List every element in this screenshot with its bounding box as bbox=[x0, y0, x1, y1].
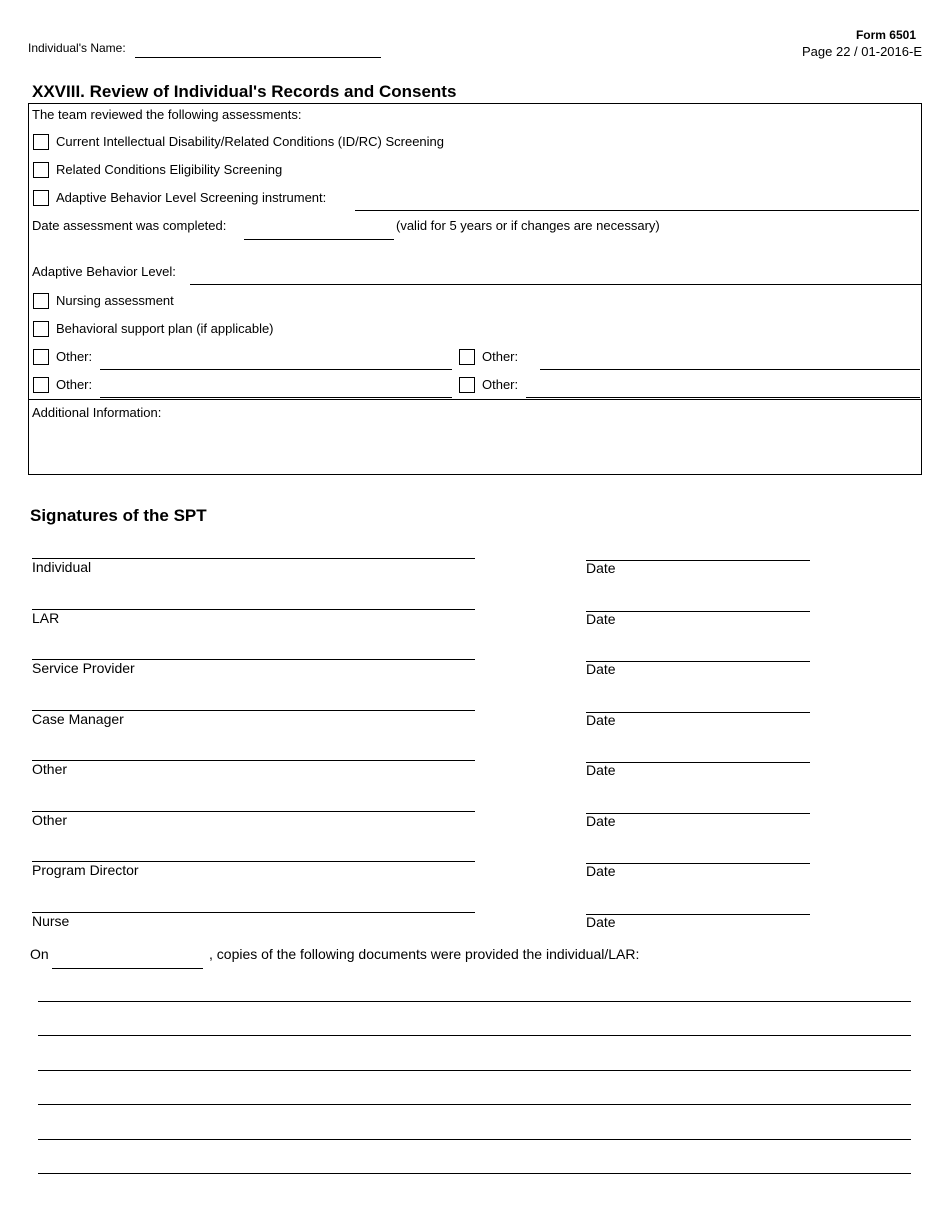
idrc-label: Current Intellectual Disability/Related Conditions (ID/RC) Screening bbox=[56, 134, 445, 149]
document-line-3[interactable] bbox=[38, 1052, 911, 1071]
adaptive-instrument-label: Adaptive Behavior Level Screening instrument: bbox=[56, 190, 327, 205]
other-1-label: Other: bbox=[56, 349, 93, 364]
other-4-label: Other: bbox=[482, 377, 519, 392]
section-title: XXVIII. Review of Individual's Records and Consents bbox=[32, 82, 457, 101]
copies-text: , copies of the following documents were provided the individual/LAR: bbox=[209, 946, 640, 962]
assessments-intro: The team reviewed the following assessments: bbox=[32, 107, 302, 122]
additional-info-label: Additional Information: bbox=[32, 405, 162, 420]
signature-date-input[interactable] bbox=[586, 795, 810, 814]
document-line-5[interactable] bbox=[38, 1121, 911, 1140]
valid-note: (valid for 5 years or if changes are necessary) bbox=[396, 218, 660, 233]
behavioral-label: Behavioral support plan (if applicable) bbox=[56, 321, 274, 336]
adaptive-instrument-checkbox[interactable] bbox=[33, 190, 49, 206]
document-line-1[interactable] bbox=[38, 983, 911, 1002]
adaptive-level-label: Adaptive Behavior Level: bbox=[32, 264, 176, 279]
assessments-box bbox=[28, 103, 922, 475]
signature-role-label: LAR bbox=[32, 610, 60, 626]
other-2-label: Other: bbox=[482, 349, 519, 364]
date-completed-label: Date assessment was completed: bbox=[32, 218, 227, 233]
signature-role-label: Program Director bbox=[32, 862, 139, 878]
document-line-2[interactable] bbox=[38, 1017, 911, 1036]
individual-name-label: Individual's Name: bbox=[28, 41, 126, 55]
signature-date-input[interactable] bbox=[586, 643, 810, 662]
adaptive-instrument-input[interactable] bbox=[355, 194, 919, 211]
signature-date-label: Date bbox=[586, 762, 616, 778]
signature-role-label: Nurse bbox=[32, 913, 70, 929]
other-1-checkbox[interactable] bbox=[33, 349, 49, 365]
page-info: Page 22 / 01-2016-E bbox=[802, 44, 922, 59]
nursing-checkbox[interactable] bbox=[33, 293, 49, 309]
signature-date-label: Date bbox=[586, 863, 616, 879]
individual-name-input[interactable] bbox=[135, 41, 381, 58]
behavioral-checkbox[interactable] bbox=[33, 321, 49, 337]
signature-input[interactable] bbox=[32, 742, 475, 761]
signature-date-label: Date bbox=[586, 661, 616, 677]
form-number: Form 6501 bbox=[855, 28, 916, 42]
signature-role-label: Other bbox=[32, 812, 68, 828]
signature-input[interactable] bbox=[32, 692, 475, 711]
signature-date-input[interactable] bbox=[586, 542, 810, 561]
divider bbox=[28, 399, 922, 400]
signature-date-label: Date bbox=[586, 813, 616, 829]
signature-date-input[interactable] bbox=[586, 593, 810, 612]
signature-input[interactable] bbox=[32, 793, 475, 812]
other-1-input[interactable] bbox=[100, 353, 452, 370]
idrc-checkbox[interactable] bbox=[33, 134, 49, 150]
other-3-checkbox[interactable] bbox=[33, 377, 49, 393]
signature-date-label: Date bbox=[586, 712, 616, 728]
signature-date-input[interactable] bbox=[586, 896, 810, 915]
signature-role-label: Individual bbox=[32, 559, 92, 575]
other-3-label: Other: bbox=[56, 377, 93, 392]
signature-date-label: Date bbox=[586, 914, 616, 930]
signature-date-input[interactable] bbox=[586, 744, 810, 763]
signatures-title: Signatures of the SPT bbox=[30, 506, 207, 525]
copies-on-label: On bbox=[30, 946, 49, 962]
date-completed-input[interactable] bbox=[244, 223, 394, 240]
other-2-input[interactable] bbox=[540, 353, 920, 370]
signature-date-label: Date bbox=[586, 560, 616, 576]
signature-input[interactable] bbox=[32, 540, 475, 559]
signature-date-input[interactable] bbox=[586, 845, 810, 864]
document-line-4[interactable] bbox=[38, 1086, 911, 1105]
signature-role-label: Case Manager bbox=[32, 711, 124, 727]
other-3-input[interactable] bbox=[100, 381, 452, 398]
signature-role-label: Service Provider bbox=[32, 660, 135, 676]
other-4-input[interactable] bbox=[526, 381, 920, 398]
other-4-checkbox[interactable] bbox=[459, 377, 475, 393]
other-2-checkbox[interactable] bbox=[459, 349, 475, 365]
signature-input[interactable] bbox=[32, 843, 475, 862]
copies-date-input[interactable] bbox=[52, 952, 203, 969]
signature-date-input[interactable] bbox=[586, 694, 810, 713]
adaptive-level-input[interactable] bbox=[190, 268, 921, 285]
signature-role-label: Other bbox=[32, 761, 68, 777]
signature-date-label: Date bbox=[586, 611, 616, 627]
nursing-label: Nursing assessment bbox=[56, 293, 174, 308]
signature-input[interactable] bbox=[32, 894, 475, 913]
rc-eligibility-label: Related Conditions Eligibility Screening bbox=[56, 162, 283, 177]
signature-input[interactable] bbox=[32, 591, 475, 610]
document-line-6[interactable] bbox=[38, 1155, 911, 1174]
rc-eligibility-checkbox[interactable] bbox=[33, 162, 49, 178]
additional-info-input[interactable] bbox=[32, 423, 920, 473]
signature-input[interactable] bbox=[32, 641, 475, 660]
